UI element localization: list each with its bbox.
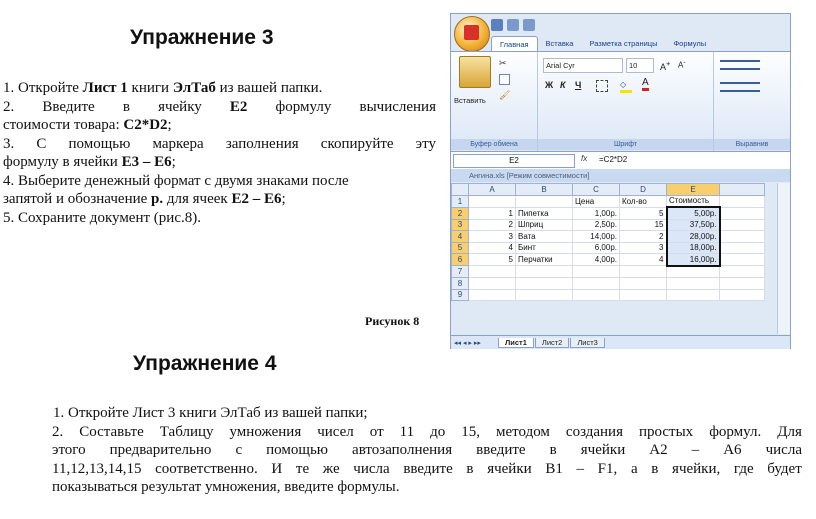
font-name-select[interactable]: Arial Cyr — [543, 58, 623, 73]
cell-a[interactable]: 5 — [469, 254, 516, 266]
cell-d[interactable]: 15 — [620, 219, 667, 231]
word: чисел — [317, 423, 354, 440]
table-row — [452, 254, 765, 266]
word: И — [271, 460, 283, 477]
row-header[interactable]: 9 — [452, 289, 469, 301]
cell-b[interactable]: Вата — [516, 231, 573, 243]
word: скопируйте — [320, 135, 394, 152]
text-fragment: E3 – E6 — [121, 154, 172, 170]
cell-e[interactable]: 18,00р. — [667, 242, 720, 254]
word: Таблицу — [159, 423, 214, 440]
step-4-line: 4. Выберите денежный формат с двумя знаками после — [3, 172, 349, 189]
office-button[interactable] — [454, 16, 490, 52]
cell-d[interactable]: 4 — [620, 254, 667, 266]
cell-d[interactable]: Кол-во — [620, 195, 667, 207]
word: в — [549, 442, 557, 458]
cell-f[interactable] — [720, 219, 765, 231]
column-header-row — [452, 184, 765, 196]
copy-icon[interactable] — [499, 74, 510, 85]
row-header[interactable]: 6 — [452, 254, 469, 266]
tab-home[interactable]: Главная — [491, 36, 538, 52]
word: предварительно — [109, 442, 212, 458]
cell-c[interactable]: 6,00р. — [573, 242, 620, 254]
step-2-line-cont — [3, 116, 436, 135]
word: – — [576, 460, 584, 477]
text-fragment: C2*D2 — [123, 117, 168, 133]
word: соответственно. — [155, 460, 258, 477]
word: 15, — [461, 423, 480, 440]
save-icon[interactable] — [491, 19, 503, 31]
table-row — [452, 207, 765, 219]
row-header[interactable]: 4 — [452, 231, 469, 243]
word: в — [122, 98, 130, 115]
sheet-tab-3[interactable]: Лист3 — [570, 338, 604, 348]
sheet-tab-2[interactable]: Лист2 — [535, 338, 569, 348]
underline-button[interactable]: Ч — [575, 80, 582, 90]
word: в — [466, 460, 474, 477]
cell-f[interactable] — [720, 231, 765, 243]
cell-a[interactable]: 1 — [469, 207, 516, 219]
format-painter-icon[interactable]: 🖌 — [499, 90, 511, 100]
cell-e[interactable]: 16,00р. — [667, 254, 720, 266]
paste-icon[interactable] — [459, 56, 491, 88]
cell-a[interactable] — [469, 289, 516, 301]
cell-e[interactable]: 5,00р. — [667, 207, 720, 219]
cell-b[interactable]: Шприц — [516, 219, 573, 231]
column-header-c[interactable]: C — [573, 184, 620, 196]
column-header-a[interactable]: A — [469, 184, 516, 196]
cell-c[interactable]: 2,50р. — [573, 219, 620, 231]
table-row — [452, 242, 765, 254]
column-header-f — [720, 184, 765, 196]
cell-d[interactable] — [620, 289, 667, 301]
word: введите — [476, 442, 526, 458]
exercise-4-text — [52, 404, 802, 497]
row-header[interactable]: 7 — [452, 266, 469, 278]
tab-page-layout[interactable]: Разметка страницы — [589, 39, 658, 48]
row-header[interactable]: 8 — [452, 278, 469, 290]
column-header-d[interactable]: D — [620, 184, 667, 196]
tab-insert[interactable]: Вставка — [545, 39, 574, 48]
word: а — [630, 460, 638, 477]
borders-icon[interactable] — [596, 80, 608, 92]
word: помощью — [68, 135, 131, 152]
ex4-step-2-line-cont2 — [52, 460, 802, 479]
exercise-3-text — [3, 79, 436, 227]
cell-b[interactable] — [516, 289, 573, 301]
table-row — [452, 266, 765, 278]
undo-icon[interactable] — [507, 19, 519, 31]
cell-c[interactable] — [573, 266, 620, 278]
text-fragment: р. — [151, 191, 164, 207]
exercise-3-heading: Упражнение 3 — [130, 26, 274, 49]
word: помощью — [266, 442, 328, 458]
cell-f[interactable] — [720, 207, 765, 219]
alignment-group — [714, 52, 790, 152]
ex4-step-2-line-end: показываться результат умножения, введите формулы. — [52, 479, 400, 495]
formula-input[interactable]: =C2*D2 — [599, 155, 628, 164]
word: числа — [353, 460, 390, 477]
text-fragment: E2 – E6 — [231, 191, 282, 207]
word: умножения — [229, 423, 302, 440]
cell-c[interactable]: Цена — [573, 195, 620, 207]
ex4-step-2-line-cont — [52, 441, 802, 460]
cell-a[interactable]: 4 — [469, 242, 516, 254]
cut-icon[interactable]: ✂ — [499, 58, 507, 68]
excel-window — [450, 13, 791, 349]
cell-e[interactable]: 37,50р. — [667, 219, 720, 231]
text-fragment: ; — [171, 154, 176, 170]
cell-e[interactable] — [667, 278, 720, 290]
corner-cell[interactable] — [452, 184, 469, 196]
text-fragment: ; — [167, 117, 172, 133]
cell-b[interactable] — [516, 195, 573, 207]
text-fragment: запятой и обозначение — [3, 191, 152, 207]
redo-icon[interactable] — [523, 19, 535, 31]
cell-a[interactable]: 3 — [469, 231, 516, 243]
word: Введите — [42, 98, 95, 115]
clipboard-group — [451, 52, 538, 152]
word: 3. — [3, 135, 15, 152]
exercise-4-heading: Упражнение 4 — [133, 352, 277, 375]
text-fragment: стоимости товара: — [3, 117, 124, 133]
word: 11,12,13,14,15 — [52, 460, 142, 477]
text-fragment: Лист 1 — [82, 80, 128, 96]
text-fragment: для ячеек — [163, 191, 232, 207]
text-fragment: формулу в ячейки — [3, 154, 122, 170]
text-fragment: книги — [127, 80, 173, 96]
word: будет — [767, 460, 802, 477]
step-3-line — [3, 135, 436, 154]
word: создания — [565, 423, 623, 440]
cell-f[interactable] — [720, 195, 765, 207]
cell-c[interactable] — [573, 289, 620, 301]
fill-color-icon[interactable]: ◇ — [620, 80, 632, 93]
font-group — [538, 52, 714, 152]
tab-formulas[interactable]: Формулы — [673, 39, 707, 48]
word: те — [295, 460, 310, 477]
cell-d[interactable] — [620, 266, 667, 278]
word: – — [691, 442, 700, 458]
cell-f[interactable] — [720, 266, 765, 278]
ex4-step-1-line: 1. Откройте Лист 3 книги ЭлТаб из вашей папки; — [53, 405, 368, 421]
cell-c[interactable] — [573, 278, 620, 290]
office-logo-icon — [464, 25, 479, 40]
word: F1, — [597, 460, 618, 477]
step-5-line: 5. Сохраните документ (рис.8). — [3, 209, 201, 226]
word: ячейки — [580, 442, 626, 458]
word: в — [651, 460, 659, 477]
paste-button-label[interactable]: Вставить — [454, 96, 486, 105]
cell-d[interactable]: 5 — [620, 207, 667, 219]
sheet-tabs-bar — [451, 335, 790, 349]
sheet-nav-arrows-icon[interactable]: ◂◂ ◂ ▸ ▸▸ — [454, 339, 481, 347]
word: этого — [52, 442, 86, 458]
align-top-icon[interactable] — [720, 60, 760, 70]
text-fragment: ; — [281, 191, 286, 207]
cell-d[interactable]: 2 — [620, 231, 667, 243]
cell-a[interactable] — [469, 195, 516, 207]
word: 11 — [399, 423, 415, 440]
name-box[interactable]: E2 — [453, 154, 575, 168]
word: числа — [765, 442, 802, 458]
cell-f[interactable] — [720, 289, 765, 301]
text-fragment: 1. Откройте — [3, 80, 83, 96]
word: эту — [415, 135, 436, 152]
table-row — [452, 195, 765, 207]
text-fragment: из вашей папки. — [215, 80, 323, 96]
cell-a[interactable] — [469, 278, 516, 290]
step-2-line — [3, 98, 436, 117]
font-group-label: Шрифт — [538, 139, 713, 150]
row-header[interactable]: 5 — [452, 242, 469, 254]
cell-b[interactable]: Пипетка — [516, 207, 573, 219]
cell-a[interactable] — [469, 266, 516, 278]
shrink-font-icon[interactable]: A- — [678, 59, 686, 70]
word: ячейки, — [672, 460, 721, 477]
word: простых — [638, 423, 694, 440]
cell-f[interactable] — [720, 278, 765, 290]
word: автозаполнения — [352, 442, 453, 458]
step-4-line-cont — [3, 190, 436, 209]
word: E2 — [229, 98, 248, 115]
cell-b[interactable] — [516, 278, 573, 290]
cell-c[interactable]: 14,00р. — [573, 231, 620, 243]
cell-c[interactable]: 1,00р. — [573, 207, 620, 219]
row-header[interactable]: 1 — [452, 195, 469, 207]
fx-icon[interactable]: fx — [581, 154, 588, 163]
cell-e[interactable] — [667, 266, 720, 278]
word: ячейки — [487, 460, 532, 477]
ex4-step-2-line — [52, 423, 802, 442]
workbook-title: Ангина.xls [Режим совместимости] — [451, 169, 790, 182]
ribbon — [451, 51, 790, 152]
cell-b[interactable]: Бинт — [516, 242, 573, 254]
word: А2 — [649, 442, 668, 458]
row-header[interactable]: 2 — [452, 207, 469, 219]
step-3-line-cont — [3, 153, 436, 172]
word: маркера — [152, 135, 204, 152]
cell-d[interactable]: 3 — [620, 242, 667, 254]
word: с — [235, 442, 243, 458]
alignment-group-label: Выравнив — [714, 139, 790, 150]
grow-font-icon[interactable]: A+ — [660, 59, 671, 72]
ribbon-tabs — [491, 36, 714, 52]
cell-b[interactable] — [516, 266, 573, 278]
word: введите — [403, 460, 453, 477]
table-row — [452, 278, 765, 290]
figure-caption: Рисунок 8 — [365, 314, 420, 328]
word: формулу — [275, 98, 332, 115]
table-row — [452, 231, 765, 243]
bold-button[interactable]: Ж — [545, 80, 554, 90]
cell-e[interactable]: Стоимость — [667, 195, 720, 207]
column-header-b[interactable]: B — [516, 184, 573, 196]
word: заполнения — [225, 135, 299, 152]
word: от — [369, 423, 384, 440]
cell-d[interactable] — [620, 278, 667, 290]
word: Для — [777, 423, 802, 440]
vertical-scrollbar[interactable] — [777, 183, 790, 334]
step-1-line — [3, 79, 436, 98]
cell-e[interactable]: 28,00р. — [667, 231, 720, 243]
clipboard-group-label: Буфер обмена — [451, 139, 537, 150]
word: формул. — [709, 423, 762, 440]
word: же — [322, 460, 340, 477]
word: С — [36, 135, 47, 152]
cell-c[interactable]: 4,00р. — [573, 254, 620, 266]
spreadsheet-grid — [451, 183, 765, 301]
word: А6 — [723, 442, 742, 458]
italic-button[interactable]: К — [560, 80, 566, 90]
word: где — [733, 460, 754, 477]
table-row — [452, 289, 765, 301]
word: ячейку — [158, 98, 202, 115]
cell-b[interactable]: Перчатки — [516, 254, 573, 266]
font-color-icon[interactable]: A — [642, 78, 649, 91]
column-header-e[interactable]: E — [667, 184, 720, 196]
text-fragment: ЭлТаб — [172, 80, 216, 96]
word: В1 — [545, 460, 563, 477]
formula-bar — [451, 151, 790, 170]
sheet-tab-1[interactable]: Лист1 — [498, 338, 534, 348]
cell-a[interactable]: 2 — [469, 219, 516, 231]
font-size-select[interactable]: 10 — [626, 58, 654, 73]
align-left-icon[interactable] — [720, 82, 760, 92]
word: 2. — [3, 98, 15, 115]
cell-f[interactable] — [720, 242, 765, 254]
row-header[interactable]: 3 — [452, 219, 469, 231]
word: методом — [496, 423, 550, 440]
word: до — [430, 423, 446, 440]
word: 2. — [52, 423, 64, 440]
word: вычисления — [359, 98, 436, 115]
table-row — [452, 219, 765, 231]
word: Составьте — [79, 423, 144, 440]
cell-e[interactable] — [667, 289, 720, 301]
cell-f[interactable] — [720, 254, 765, 266]
quick-access-toolbar — [491, 18, 535, 32]
